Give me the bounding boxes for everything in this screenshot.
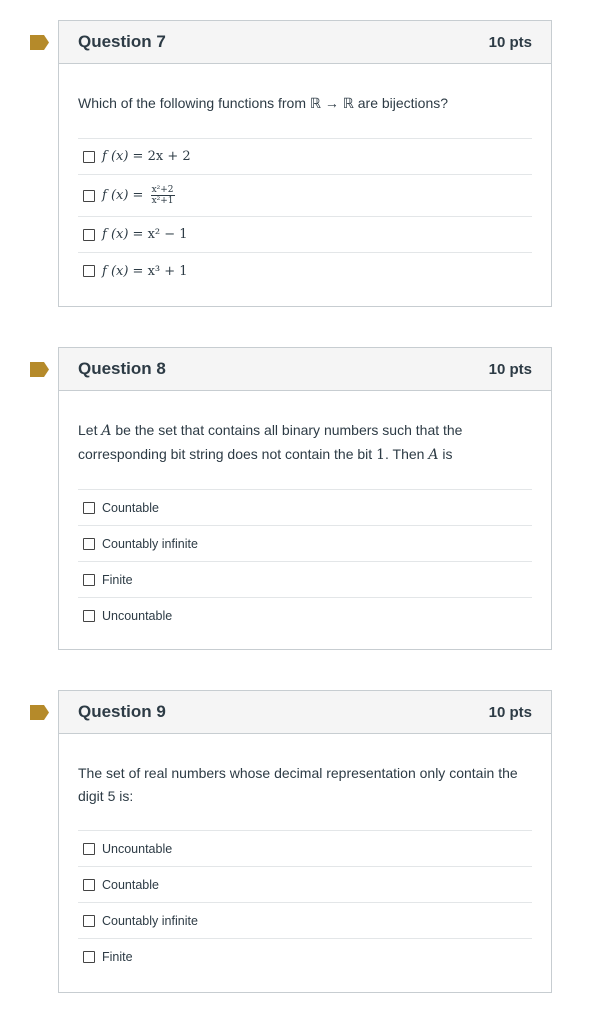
answer-option[interactable] xyxy=(78,867,532,903)
answer-label: Countably infinite xyxy=(102,536,198,551)
answer-checkbox[interactable] xyxy=(83,538,95,550)
answer-option[interactable] xyxy=(78,939,532,975)
answer-option[interactable] xyxy=(78,526,532,562)
question-points: 10 pts xyxy=(488,703,532,721)
bookmark-flag-icon[interactable] xyxy=(30,362,49,377)
answer-checkbox[interactable] xyxy=(83,151,95,163)
question-points: 10 pts xyxy=(488,33,532,51)
answer-checkbox[interactable] xyxy=(83,229,95,241)
question-text: The set of real numbers whose decimal representation only contain the digit 5 is: xyxy=(78,765,518,804)
question-title: Question 8 xyxy=(78,359,166,378)
answer-checkbox[interactable] xyxy=(83,610,95,622)
answer-label: f (x) = x³ + 1 xyxy=(102,263,188,279)
answer-option[interactable] xyxy=(78,253,532,289)
question-title: Question 9 xyxy=(78,702,166,721)
answer-checkbox[interactable] xyxy=(83,843,95,855)
question-title: Question 7 xyxy=(78,32,166,51)
answer-checkbox[interactable] xyxy=(83,879,95,891)
question-header xyxy=(59,21,551,64)
answer-checkbox[interactable] xyxy=(83,190,95,202)
answer-checkbox[interactable] xyxy=(83,915,95,927)
answer-option[interactable] xyxy=(78,490,532,526)
answer-list xyxy=(78,138,532,289)
answer-label: f (x) = 2x + 2 xyxy=(102,149,191,164)
answer-label: Finite xyxy=(102,572,133,587)
answer-label: Uncountable xyxy=(102,609,173,623)
answer-label: f (x) = $\frac{\text{x²+2}}{\text{x²+1}}$ xyxy=(102,185,174,206)
question-card-8 xyxy=(58,347,552,650)
question-text: Let A be the set that contains all binary numbers such that the corresponding bit string does not contain the bit 1. Then A is xyxy=(78,422,463,463)
answer-list xyxy=(78,830,532,975)
question-points: 10 pts xyxy=(488,360,532,378)
answer-option[interactable] xyxy=(78,139,532,175)
answer-option[interactable] xyxy=(78,217,532,253)
bookmark-flag-icon[interactable] xyxy=(30,705,49,720)
question-text: Which of the following functions from ℝ → ℝ are bijections? xyxy=(78,95,449,112)
bookmark-flag-icon[interactable] xyxy=(30,35,49,50)
answer-option[interactable] xyxy=(78,831,532,867)
question-header xyxy=(59,348,551,391)
answer-label: Uncountable xyxy=(102,841,173,856)
answer-label: Finite xyxy=(102,950,133,964)
answer-option[interactable] xyxy=(78,598,532,634)
answer-list xyxy=(78,489,532,634)
answer-option[interactable] xyxy=(78,562,532,598)
answer-label: f (x) = x² − 1 xyxy=(102,227,188,242)
question-card-9 xyxy=(58,690,552,993)
question-card-7 xyxy=(58,20,552,307)
answer-checkbox[interactable] xyxy=(83,574,95,586)
answer-label: Countable xyxy=(102,877,159,892)
answer-checkbox[interactable] xyxy=(83,502,95,514)
answer-option[interactable] xyxy=(78,903,532,939)
question-header xyxy=(59,691,551,734)
answer-label: Countable xyxy=(102,500,159,515)
answer-checkbox[interactable] xyxy=(83,265,95,277)
answer-option[interactable] xyxy=(78,175,532,217)
answer-label: Countably infinite xyxy=(102,913,198,928)
answer-checkbox[interactable] xyxy=(83,951,95,963)
